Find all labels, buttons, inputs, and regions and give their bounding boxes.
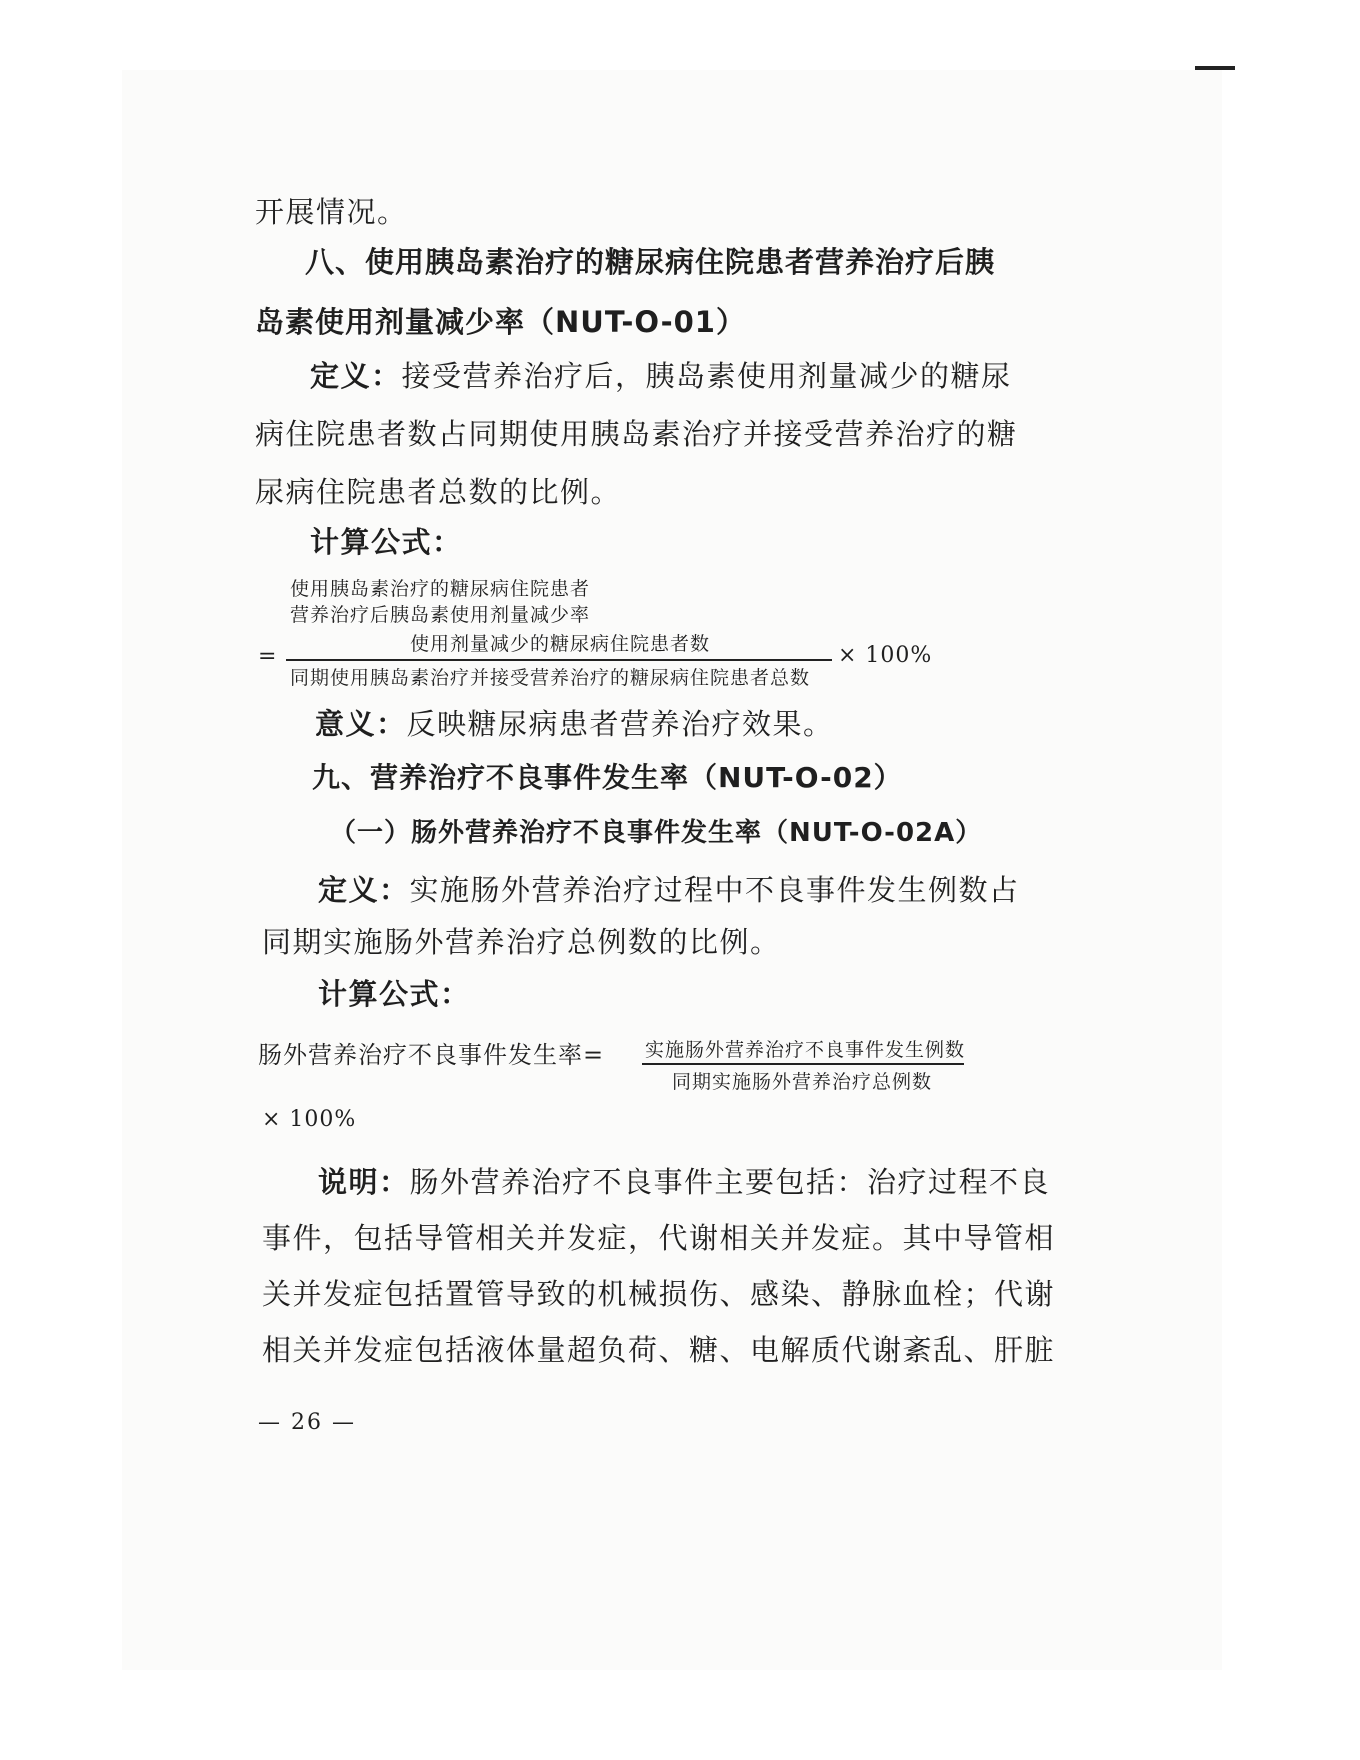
formula-multiplier: × 100% xyxy=(262,1107,357,1132)
formula-lhs-line2: 营养治疗后胰岛素使用剂量减少率 xyxy=(290,604,591,626)
section-8-definition-line1 xyxy=(310,346,1012,406)
section-8-heading-line2: 岛素使用剂量减少率（NUT-O-01） xyxy=(255,305,746,339)
note-label: 说明： xyxy=(318,1165,410,1199)
formula-denominator: 同期实施肠外营养治疗总例数 xyxy=(672,1071,933,1093)
definition-text: 接受营养治疗后，胰岛素使用剂量减少的糖尿 xyxy=(401,359,1012,393)
page-number: — 26 — xyxy=(258,1410,356,1435)
section-8-meaning xyxy=(315,694,834,754)
section-9-note-line3: 关并发症包括置管导致的机械损伤、感染、静脉血栓；代谢 xyxy=(262,1277,1056,1311)
section-9-heading: 九、营养治疗不良事件发生率（NUT-O-02） xyxy=(312,761,903,794)
section-9-sub-heading: （一）肠外营养治疗不良事件发生率（NUT-O-02A） xyxy=(330,818,983,848)
meaning-label: 意义： xyxy=(315,707,407,741)
meaning-text: 反映糖尿病患者营养治疗效果。 xyxy=(406,707,834,741)
section-9-definition-line2: 同期实施肠外营养治疗总例数的比例。 xyxy=(262,925,781,959)
section-9-note-line2: 事件，包括导管相关并发症，代谢相关并发症。其中导管相 xyxy=(262,1221,1056,1255)
formula-equals: = xyxy=(258,644,278,669)
formula-denominator: 同期使用胰岛素治疗并接受营养治疗的糖尿病住院患者总数 xyxy=(290,667,811,689)
definition-text: 实施肠外营养治疗过程中不良事件发生例数占 xyxy=(409,873,1020,907)
formula-multiplier: × 100% xyxy=(838,643,933,668)
definition-label: 定义： xyxy=(318,873,410,907)
formula-numerator: 使用剂量减少的糖尿病住院患者数 xyxy=(410,633,711,655)
section-8-formula-label: 计算公式： xyxy=(310,525,463,559)
formula-numerator: 实施肠外营养治疗不良事件发生例数 xyxy=(645,1039,966,1061)
formula-lhs: 肠外营养治疗不良事件发生率= xyxy=(258,1041,605,1069)
section-8-definition-line2: 病住院患者数占同期使用胰岛素治疗并接受营养治疗的糖 xyxy=(255,417,1018,451)
section-9-formula-label: 计算公式： xyxy=(318,977,471,1011)
continuation-text: 开展情况。 xyxy=(255,195,408,229)
section-8-heading-line1: 八、使用胰岛素治疗的糖尿病住院患者营养治疗后胰 xyxy=(305,245,996,279)
section-9-note-line1 xyxy=(318,1152,1050,1212)
section-9-note-line4: 相关并发症包括液体量超负荷、糖、电解质代谢紊乱、肝脏 xyxy=(262,1333,1056,1367)
formula-lhs-line1: 使用胰岛素治疗的糖尿病住院患者 xyxy=(290,578,591,600)
scan-corner-mark xyxy=(1195,66,1235,70)
note-text: 肠外营养治疗不良事件主要包括：治疗过程不良 xyxy=(409,1165,1051,1199)
fraction-bar xyxy=(642,1063,964,1065)
section-9-definition-line1 xyxy=(318,860,1020,920)
section-8-definition-line3: 尿病住院患者总数的比例。 xyxy=(255,475,622,509)
definition-label: 定义： xyxy=(310,359,402,393)
fraction-bar xyxy=(286,659,832,661)
